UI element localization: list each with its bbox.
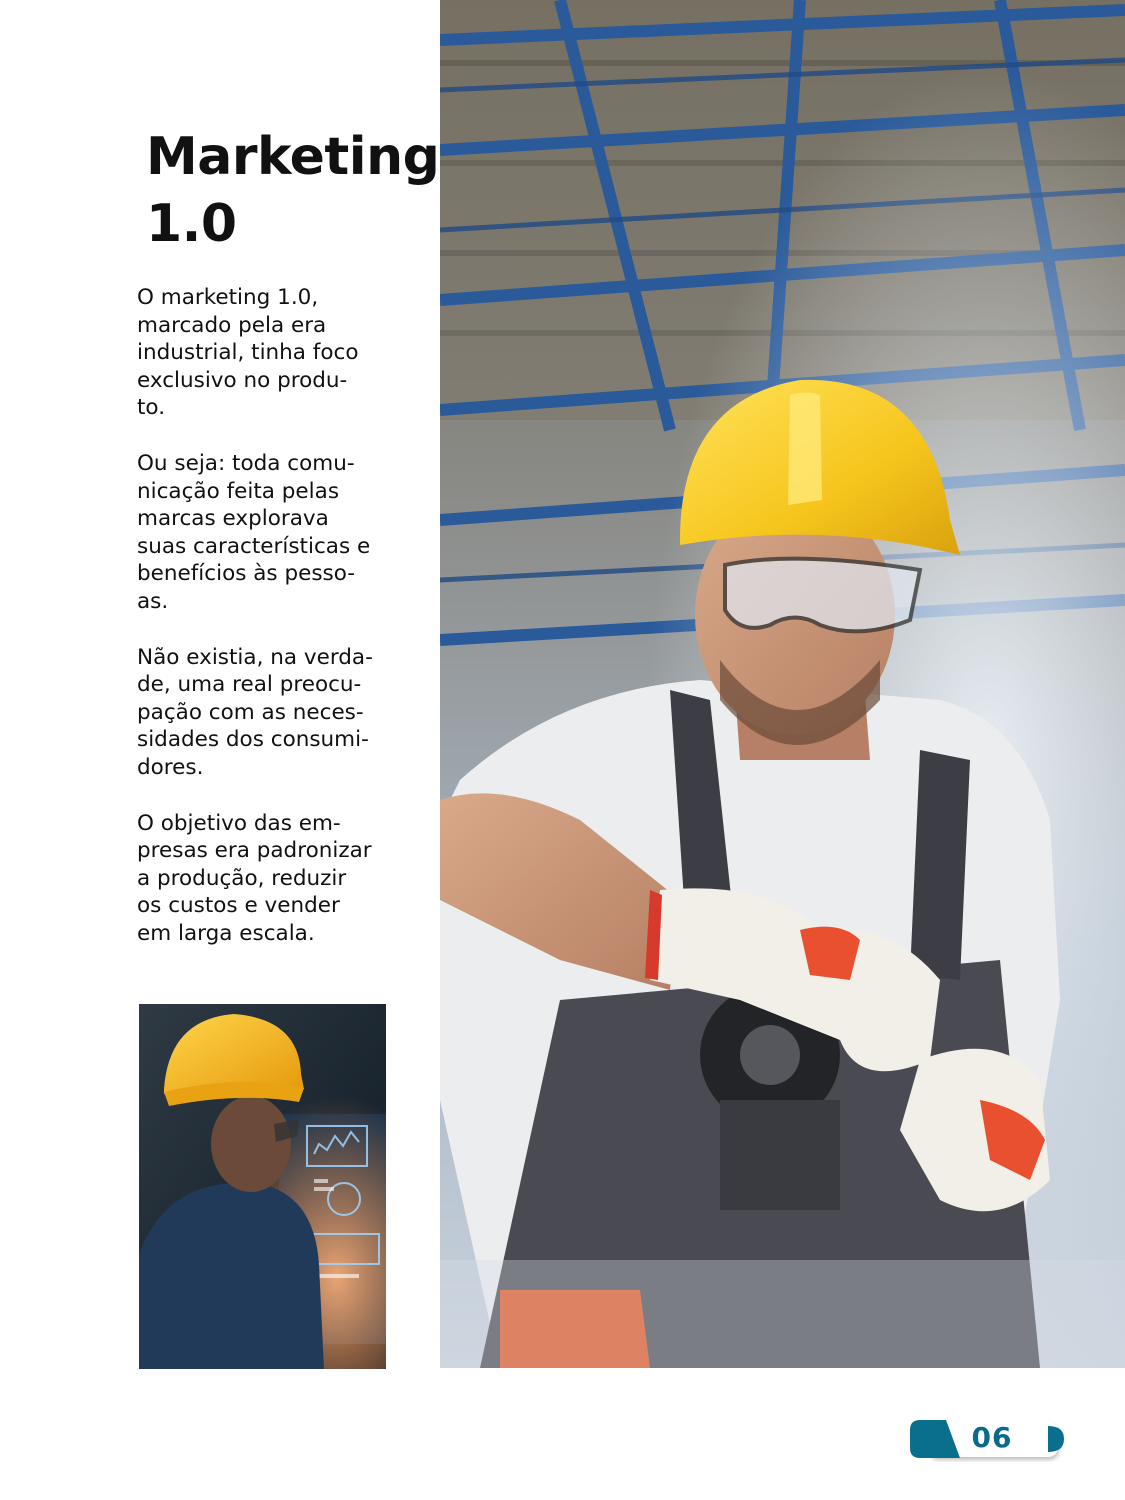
body-text — [137, 284, 392, 975]
paragraph-1 — [137, 284, 392, 422]
paragraph-line: Ou seja: toda comu- — [137, 450, 355, 476]
paragraph-line: a produção, reduzir — [137, 865, 347, 891]
paragraph-line: exclusivo no produ- — [137, 367, 348, 393]
paragraph-3 — [137, 644, 392, 782]
page-title — [146, 122, 439, 259]
paragraph-line: O marketing 1.0, — [137, 285, 319, 310]
tab-end-cap — [1048, 1426, 1064, 1452]
paragraph-line: dores. — [137, 754, 204, 780]
paragraph-line: O objetivo das em- — [137, 810, 341, 836]
hero-photo — [440, 0, 1125, 1368]
paragraph-line: to. — [137, 395, 166, 421]
paragraph-line: de, uma real preocu- — [137, 672, 362, 698]
page-number: 06 — [971, 1421, 1013, 1454]
paragraph-line: industrial, tinha foco — [137, 340, 359, 366]
paragraph-2 — [137, 450, 392, 616]
paragraph-line: marcado pela era — [137, 312, 327, 338]
title-line-2: 1.0 — [146, 194, 237, 254]
title-line-1: Marketing — [146, 127, 440, 187]
paragraph-line: presas era padronizar — [137, 838, 372, 864]
paragraph-line: as. — [137, 588, 169, 614]
paragraph-line: nicação feita pelas — [137, 478, 340, 504]
paragraph-line: marcas explorava — [137, 506, 329, 532]
paragraph-line: sidades dos consumi- — [137, 727, 369, 753]
paragraph-line: benefícios às pesso- — [137, 561, 356, 587]
paragraph-line: pação com as neces- — [137, 699, 364, 725]
thumbnail-photo — [139, 1004, 386, 1369]
engineer-photo-illustration — [139, 1004, 386, 1369]
worker-photo-illustration — [440, 0, 1125, 1368]
paragraph-line: suas características e — [137, 533, 371, 559]
paragraph-line: Não existia, na verda- — [137, 644, 373, 670]
paragraph-4 — [137, 810, 392, 948]
paragraph-line: em larga escala. — [137, 920, 315, 946]
paragraph-line: os custos e vender — [137, 893, 340, 919]
